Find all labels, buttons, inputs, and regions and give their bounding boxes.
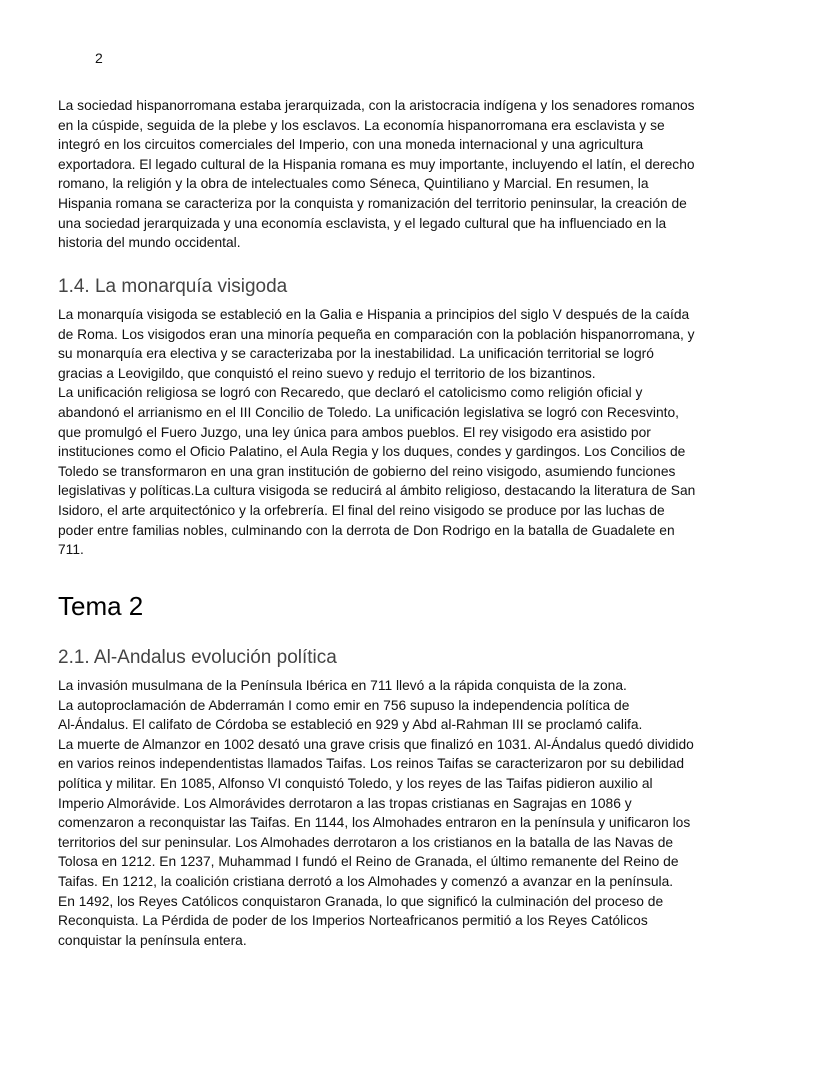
intro-paragraph: La sociedad hispanorromana estaba jerarquizada, con la aristocracia indígena y los senadores romanos en la cúspide, seguida de la plebe y los esclavos. La economía hispanorromana era esclavista y se integró en los circuitos comerciales del Imperio, con una moneda internacional y una agricultura exportadora. El legado cultural de la Hispania romana es muy importante, incluyendo el latín, el derecho romano, la religión y la obra de intelectuales como Séneca, Quintiliano y Marcial. En resumen, la Hispania romana se caracteriza por la conquista y romanización del territorio peninsular, la creación de una sociedad jerarquizada y una economía esclavista, y el legado cultural que ha influenciado en la historia del mundo occidental. — [58, 98, 695, 251]
section-paragraph: La monarquía visigoda se estableció en la Galia e Hispania a principios del siglo V después de la caída de Roma. Los visigodos eran una minoría pequeña en comparación con la población hispanorromana, y su monarquía era electiva y se caracterizaba por la inestabilidad. La unificación territorial se logró gracias a Leovigildo, que conquistó el reino suevo y redujo el territorio de los bizantinos. La unificación religiosa se logró con Recaredo, que declaró el catolicismo como religión oficial y abandonó el arrianismo en el III Concilio de Toledo. La unificación legislativa se logró con Recesvinto, que promulgó el Fuero Juzgo, una ley única para ambos pueblos. El rey visigodo era asistido por instituciones como el Oficio Palatino, el Aula Regia y los duques, condes y gardingos. Los Concilios de Toledo se transformaron en una gran institución de gobierno del reino visigodo, asumiendo funciones legislativas y políticas.La cultura visigoda se reducirá al ámbito religioso, destacando la literatura de San Isidoro, el arte arquitectónico y la orfebrería. El final del reino visigodo se produce por las luchas de poder entre familias nobles, culminando con la derrota de Don Rodrigo en la batalla de Guadalete en 711. — [58, 307, 696, 558]
page-number: 2 — [95, 50, 103, 66]
section-2-1-body — [58, 676, 778, 950]
tema-2 — [58, 590, 778, 622]
section-paragraph: La invasión musulmana de la Península Ibérica en 711 llevó a la rápida conquista de la zona. La autoproclamación de Abderramán I como emir en 756 supuso la independencia política de Al-Ándalus. El califato de Córdoba se estableció en 929 y Abd al-Rahman III se proclamó califa. La muerte de Almanzor en 1002 desató una grave crisis que finalizó en 1031. Al-Ándalus quedó dividido en varios reinos independentistas llamados Taifas. Los reinos Taifas se caracterizaron por su debilidad política y militar. En 1085, Alfonso VI conquistó Toledo, y los reyes de las Taifas pidieron auxilio al Imperio Almorávide. Los Almorávides derrotaron a las tropas cristianas en Sagrajas en 1086 y comenzaron a reconquistar las Taifas. En 1144, los Almohades entraron en la península y unificaron los territorios del sur peninsular. Los Almohades derrotaron a los cristianos en la batalla de las Navas de Tolosa en 1212. En 1237, Muhammad I fundó el Reino de Granada, el último remanente del Reino de Taifas. En 1212, la coalición cristiana derrotó a los Almohades y comenzó a avanzar en la península. En 1492, los Reyes Católicos conquistaron Granada, lo que significó la culminación del proceso de Reconquista. La Pérdida de poder de los Imperios Norteafricanos permitió a los Reyes Católicos conquistar la península entera. — [58, 678, 694, 948]
section-2-1 — [58, 646, 778, 670]
section-1-4 — [58, 275, 778, 299]
section-1-4-body — [58, 305, 778, 560]
chapter-title: Tema 2 — [58, 591, 144, 621]
section-heading: 1.4. La monarquía visigoda — [58, 276, 288, 297]
section-heading: 2.1. Al-Andalus evolución política — [58, 647, 337, 668]
intro-section — [58, 96, 778, 253]
